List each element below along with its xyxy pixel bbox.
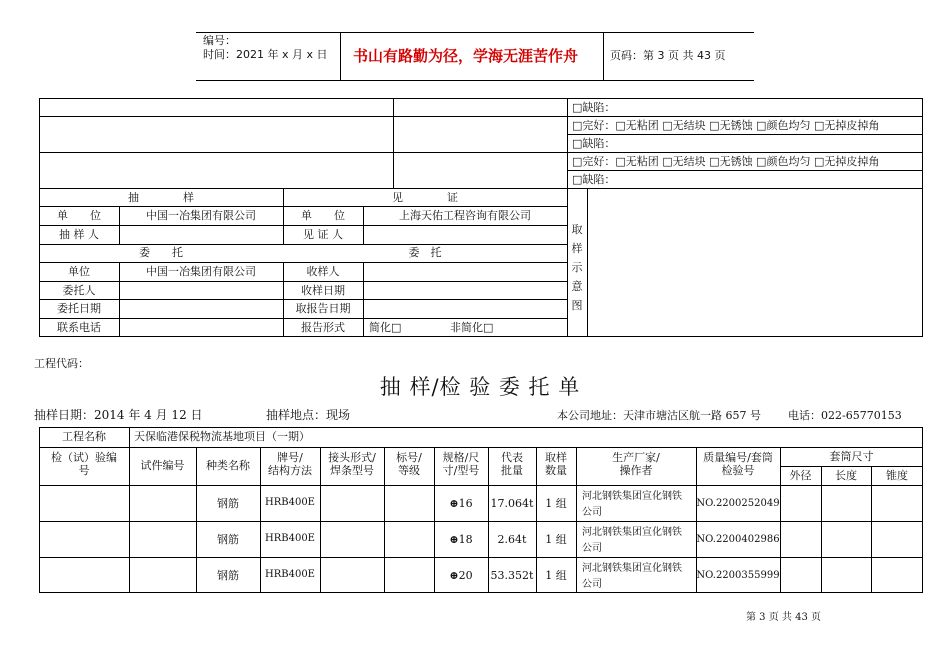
- project-code-label: 工程代码：: [34, 357, 89, 370]
- cell-type: 钢筋: [217, 497, 239, 510]
- rebar-symbol-icon: ⊕: [449, 533, 459, 546]
- cell-maker: 河北钢铁集团宣化钢铁 公司: [582, 491, 682, 518]
- header-divider: [340, 32, 341, 81]
- rule: [587, 188, 588, 337]
- defect-checkbox[interactable]: □缺陷：: [572, 137, 616, 150]
- sampling-unit-value: 中国一冶集团有限公司: [146, 209, 256, 222]
- col-grade: 标号/ 等级: [396, 451, 422, 478]
- rule: [39, 244, 567, 245]
- col-specimen-no: 试件编号: [140, 459, 185, 472]
- form-title: 抽 样/检 验 委 托 单: [379, 375, 581, 399]
- rule: [821, 466, 822, 593]
- cell-brand: HRB400E: [265, 533, 315, 544]
- rule: [39, 557, 923, 558]
- cell-quality: NO.2200402986: [696, 534, 780, 545]
- rule: [39, 188, 923, 189]
- phone-label: 联系电话: [57, 321, 101, 334]
- cell-spec: ⊕20: [449, 569, 473, 582]
- cell-batch: 2.64t: [497, 533, 527, 546]
- rule: [39, 485, 923, 486]
- rebar-symbol-icon: ⊕: [449, 569, 459, 582]
- sampling-header: 抽 样: [128, 191, 194, 204]
- number-label: 编号：: [203, 34, 236, 47]
- col-taper: 锥度: [886, 469, 908, 482]
- witness-header: 见 证: [392, 191, 458, 204]
- entrust-unit-value: 中国一冶集团有限公司: [146, 265, 256, 278]
- rule: [363, 262, 364, 337]
- cell-spec: ⊕16: [449, 497, 473, 510]
- col-sleeve: 套筒尺寸: [829, 450, 874, 463]
- unit-label: 单 位: [57, 209, 101, 222]
- report-date-label: 取报告日期: [295, 302, 351, 315]
- col-qty: 取样 数量: [545, 451, 567, 478]
- rule: [39, 152, 923, 153]
- col-type: 种类名称: [206, 459, 250, 472]
- entrust-date-label: 委托日期: [57, 302, 101, 315]
- non-simple-checkbox[interactable]: 非简化□: [450, 321, 494, 334]
- cell-batch: 17.064t: [490, 497, 534, 510]
- page-indicator: 页码：第 3 页 共 43 页: [610, 49, 726, 62]
- col-test-no: 检（试）验编 号: [51, 451, 117, 478]
- rule: [567, 134, 923, 135]
- cell-qty: 1 组: [545, 533, 567, 546]
- rule: [871, 466, 872, 593]
- rule: [129, 427, 130, 593]
- sampler-label: 抽 样 人: [59, 228, 99, 241]
- cell-brand: HRB400E: [265, 569, 315, 580]
- col-spec: 规格/尺 寸/型号: [442, 451, 480, 478]
- sampling-place: 抽样地点：现场: [266, 408, 351, 422]
- col-quality: 质量编号/套筒 检验号: [703, 451, 773, 478]
- project-name-label: 工程名称: [62, 430, 106, 443]
- entrust-unit-label: 单位: [68, 265, 90, 278]
- receiver-label: 收样人: [306, 265, 340, 278]
- header-bottom-rule: [196, 80, 754, 81]
- project-name-value: 天保临港保税物流基地项目（一期）: [134, 430, 310, 443]
- cell-maker: 河北钢铁集团宣化钢铁 公司: [582, 563, 682, 590]
- cell-quality: NO.2200252049: [696, 498, 780, 509]
- witness-unit-value: 上海天佑工程咨询有限公司: [399, 209, 531, 222]
- cell-qty: 1 组: [545, 497, 567, 510]
- cell-batch: 53.352t: [490, 569, 534, 582]
- rule: [39, 116, 923, 117]
- header-top-rule: [196, 32, 754, 33]
- entrust-header: 委 托: [408, 246, 442, 259]
- sample-diagram-label: 取 样 示 意 图: [571, 223, 583, 312]
- entrust-header: 委 托: [139, 246, 183, 259]
- unit-label: 单 位: [301, 209, 345, 222]
- cell-brand: HRB400E: [265, 497, 315, 508]
- time-label: 时间：2021 年 x 月 x 日: [203, 48, 328, 61]
- cell-spec: ⊕18: [449, 533, 473, 546]
- entrust-person-label: 委托人: [62, 284, 96, 297]
- rule: [39, 447, 923, 448]
- report-form-label: 报告形式: [301, 321, 345, 334]
- rebar-symbol-icon: ⊕: [449, 497, 459, 510]
- motto: 书山有路勤为径，学海无涯苦作舟: [353, 47, 579, 65]
- cell-quality: NO.2200355999: [696, 570, 780, 581]
- col-outer: 外径: [789, 469, 812, 482]
- witness-person-label: 见 证 人: [303, 228, 343, 241]
- col-maker: 生产厂家/ 操作者: [612, 451, 660, 478]
- col-joint: 接头形式/ 焊条型号: [328, 451, 376, 478]
- simple-checkbox[interactable]: 简化□: [369, 321, 402, 334]
- footer-page: 第 3 页 共 43 页: [746, 612, 821, 623]
- cell-maker: 河北钢铁集团宣化钢铁 公司: [582, 527, 682, 554]
- company-phone: 电话：022-65770153: [788, 409, 902, 422]
- rule: [567, 98, 568, 188]
- sampling-date: 抽样日期：2014 年 4 月 12 日: [34, 408, 203, 422]
- defect-checkbox[interactable]: □缺陷：: [572, 101, 616, 114]
- cell-qty: 1 组: [545, 569, 567, 582]
- complete-checkboxes[interactable]: □完好：□无粘团 □无结块 □无锈蚀 □颜色均匀 □无掉皮掉角: [572, 155, 880, 168]
- cell-type: 钢筋: [217, 569, 239, 582]
- col-brand: 牌号/ 结构方法: [268, 451, 312, 478]
- cell-type: 钢筋: [217, 533, 239, 546]
- rule: [39, 521, 923, 522]
- defect-checkbox[interactable]: □缺陷：: [572, 173, 616, 186]
- receive-date-label: 收样日期: [301, 284, 345, 297]
- complete-checkboxes[interactable]: □完好：□无粘团 □无结块 □无锈蚀 □颜色均匀 □无掉皮掉角: [572, 119, 880, 132]
- rule: [567, 170, 923, 171]
- rule: [780, 466, 923, 467]
- col-batch: 代表 批量: [501, 451, 523, 478]
- col-length: 长度: [835, 469, 857, 482]
- rule: [393, 98, 394, 188]
- company-address: 本公司地址：天津市塘沽区航一路 657 号: [557, 409, 761, 422]
- header-divider: [603, 32, 604, 81]
